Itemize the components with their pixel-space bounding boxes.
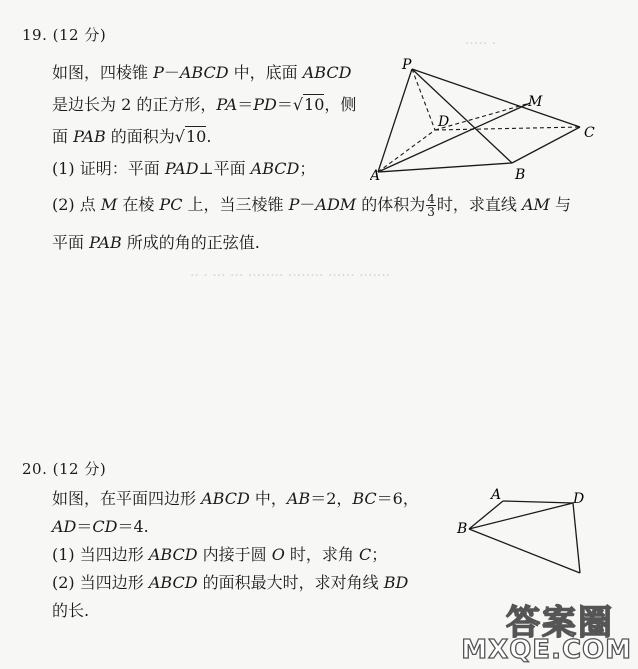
q20-line-2: AD＝CD＝4.	[52, 517, 149, 536]
question-19-number	[22, 24, 106, 45]
bleed-through-text: ·· · ··· ··· ········ ········ ······ ·······	[190, 268, 391, 284]
q19-part-2: (2) 点 M 在棱 PC 上，当三棱锥 P－ADM 的体积为 $\frac{4}{3}$ 时，求直线 AM 与	[52, 192, 572, 219]
edge-PD	[412, 69, 435, 130]
segment-DM	[435, 103, 530, 130]
label-A: A	[491, 487, 502, 503]
question-number: 19.	[22, 26, 48, 44]
edge-AB	[378, 163, 512, 172]
edge-AD	[378, 130, 435, 172]
watermark-logo	[461, 595, 632, 665]
edge-PB	[412, 69, 512, 163]
q19-part-1: (1) 证明：平面 PAD⊥平面 ABCD；	[52, 159, 316, 178]
quadrilateral-figure	[455, 485, 595, 575]
bleed-through-text: ····· ·	[465, 36, 497, 52]
side-CD	[573, 503, 580, 573]
pyramid-figure	[370, 55, 600, 185]
q19-part-2-cont: 平面 PAB 所成的角的正弦值.	[52, 233, 260, 252]
segment-AM	[378, 103, 530, 172]
question-number: 20.	[22, 460, 48, 478]
side-BC	[469, 529, 580, 573]
question-20-number	[22, 458, 106, 479]
q19-line-1: 如图，四棱锥 P－ABCD 中，底面 ABCD	[52, 63, 352, 82]
side-AD	[503, 501, 573, 503]
label-B: B	[457, 521, 468, 537]
label-A: A	[370, 168, 381, 184]
q20-part-2: (2) 当四边形 ABCD 的面积最大时，求对角线 BD	[52, 573, 409, 592]
edge-BC	[512, 127, 580, 163]
label-B: B	[515, 167, 526, 183]
edge-DC	[435, 127, 580, 130]
fraction-four-thirds: $\frac{4}{3}$	[427, 192, 435, 219]
q20-part-1: (1) 当四边形 ABCD 内接于圆 O 时，求角 C；	[52, 545, 388, 564]
label-C: C	[584, 125, 595, 141]
question-score: (12 分)	[52, 26, 107, 44]
question-score: (12 分)	[52, 460, 107, 478]
label-D: D	[438, 114, 450, 130]
label-P: P	[402, 57, 412, 73]
q20-part-2-cont: 的长.	[52, 601, 90, 620]
q19-line-3: 面 PAB 的面积为√10.	[52, 127, 212, 146]
q19-line-2: 是边长为 2 的正方形，PA＝PD＝√10，侧	[52, 95, 357, 114]
label-M: M	[528, 94, 543, 110]
label-D: D	[573, 491, 585, 507]
watermark-text-bottom: MXQE.COM	[461, 635, 632, 665]
q20-line-1: 如图，在平面四边形 ABCD 中，AB＝2，BC＝6，	[52, 489, 419, 508]
watermark-text-top: 答案圈	[506, 603, 614, 643]
edge-PA	[378, 69, 412, 172]
